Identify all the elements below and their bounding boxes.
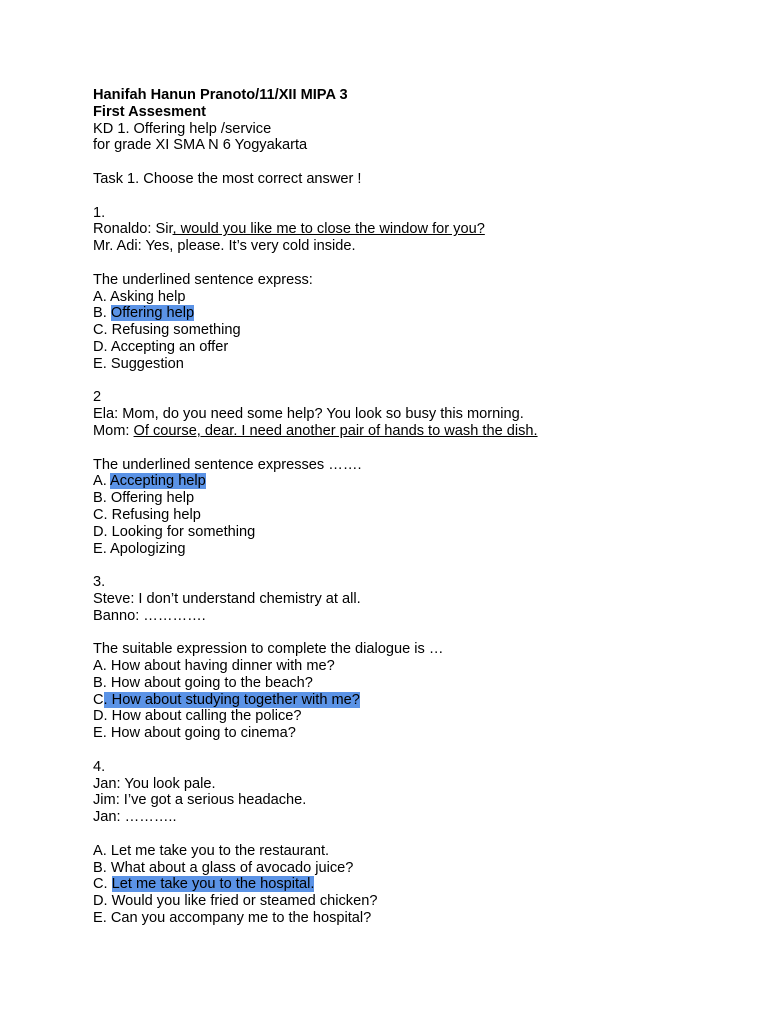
dialogue-speaker: Ronaldo: Sir xyxy=(93,221,173,238)
question-4-option-d: D. Would you like fried or steamed chicken? xyxy=(93,893,378,910)
question-1-option-a: A. Asking help xyxy=(93,288,186,305)
question-1-option-d: D. Accepting an offer xyxy=(93,338,229,355)
question-2-dialogue-2 xyxy=(93,423,733,440)
question-4-option-b: B. What about a glass of avocado juice? xyxy=(93,859,354,876)
question-2-option-d: D. Looking for something xyxy=(93,523,256,540)
question-3-prompt: The suitable expression to complete the dialogue is … xyxy=(93,641,444,658)
question-2-option-a xyxy=(93,473,733,490)
question-3-dialogue-2: Banno: …………. xyxy=(93,607,206,624)
underlined-sentence: Of course, dear. I need another pair of hands to wash the dish. xyxy=(133,422,538,439)
option-letter: B. xyxy=(93,305,111,322)
question-3-option-d: D. How about calling the police? xyxy=(93,708,302,725)
question-3-number: 3. xyxy=(93,574,106,591)
question-1-dialogue-1 xyxy=(93,221,733,238)
question-4-option-a: A. Let me take you to the restaurant. xyxy=(93,842,330,859)
highlighted-answer: . How about studying together with me? xyxy=(103,691,360,708)
question-4-number: 4. xyxy=(93,758,106,775)
question-4-dialogue-2: Jim: I’ve got a serious headache. xyxy=(93,792,307,809)
grade-line: for grade XI SMA N 6 Yogyakarta xyxy=(93,137,308,154)
question-2-option-c: C. Refusing help xyxy=(93,506,201,523)
question-3-dialogue-1: Steve: I don’t understand chemistry at all. xyxy=(93,590,361,607)
question-4-dialogue-1: Jan: You look pale. xyxy=(93,775,216,792)
question-2-option-b: B. Offering help xyxy=(93,490,195,507)
question-3-option-c xyxy=(93,692,733,709)
question-4-dialogue-3: Jan: ……….. xyxy=(93,809,177,826)
question-3-option-b: B. How about going to the beach? xyxy=(93,674,313,691)
option-letter: C xyxy=(93,691,104,708)
question-3-option-a: A. How about having dinner with me? xyxy=(93,658,335,675)
question-1-option-b xyxy=(93,305,733,322)
dialogue-speaker: Mom: xyxy=(93,422,134,439)
kd-line: KD 1. Offering help /service xyxy=(93,120,272,137)
question-2-option-e: E. Apologizing xyxy=(93,540,186,557)
question-2-dialogue-1: Ela: Mom, do you need some help? You look so busy this morning. xyxy=(93,406,524,423)
question-1-dialogue-2: Mr. Adi: Yes, please. It’s very cold inside. xyxy=(93,238,356,255)
document-body xyxy=(93,87,733,927)
option-letter: A. xyxy=(93,473,111,490)
question-3-option-e: E. How about going to cinema? xyxy=(93,725,296,742)
question-2-number: 2 xyxy=(93,389,102,406)
question-1-number: 1. xyxy=(93,204,106,221)
underlined-sentence: , would you like me to close the window for you? xyxy=(172,221,485,238)
document-title: First Assesment xyxy=(93,103,207,120)
question-1-option-e: E. Suggestion xyxy=(93,355,184,372)
question-1-prompt: The underlined sentence express: xyxy=(93,271,313,288)
task-instruction: Task 1. Choose the most correct answer ! xyxy=(93,170,362,187)
question-2-prompt: The underlined sentence expresses ……. xyxy=(93,456,362,473)
option-letter: C. xyxy=(93,876,112,893)
question-1-option-c: C. Refusing something xyxy=(93,322,241,339)
highlighted-answer: Offering help xyxy=(110,305,195,322)
highlighted-answer: Accepting help xyxy=(110,473,206,490)
question-4-option-e: E. Can you accompany me to the hospital? xyxy=(93,910,372,927)
author-line: Hanifah Hanun Pranoto/11/XII MIPA 3 xyxy=(93,87,348,103)
highlighted-answer: Let me take you to the hospital. xyxy=(111,876,315,893)
question-4-option-c xyxy=(93,876,733,893)
